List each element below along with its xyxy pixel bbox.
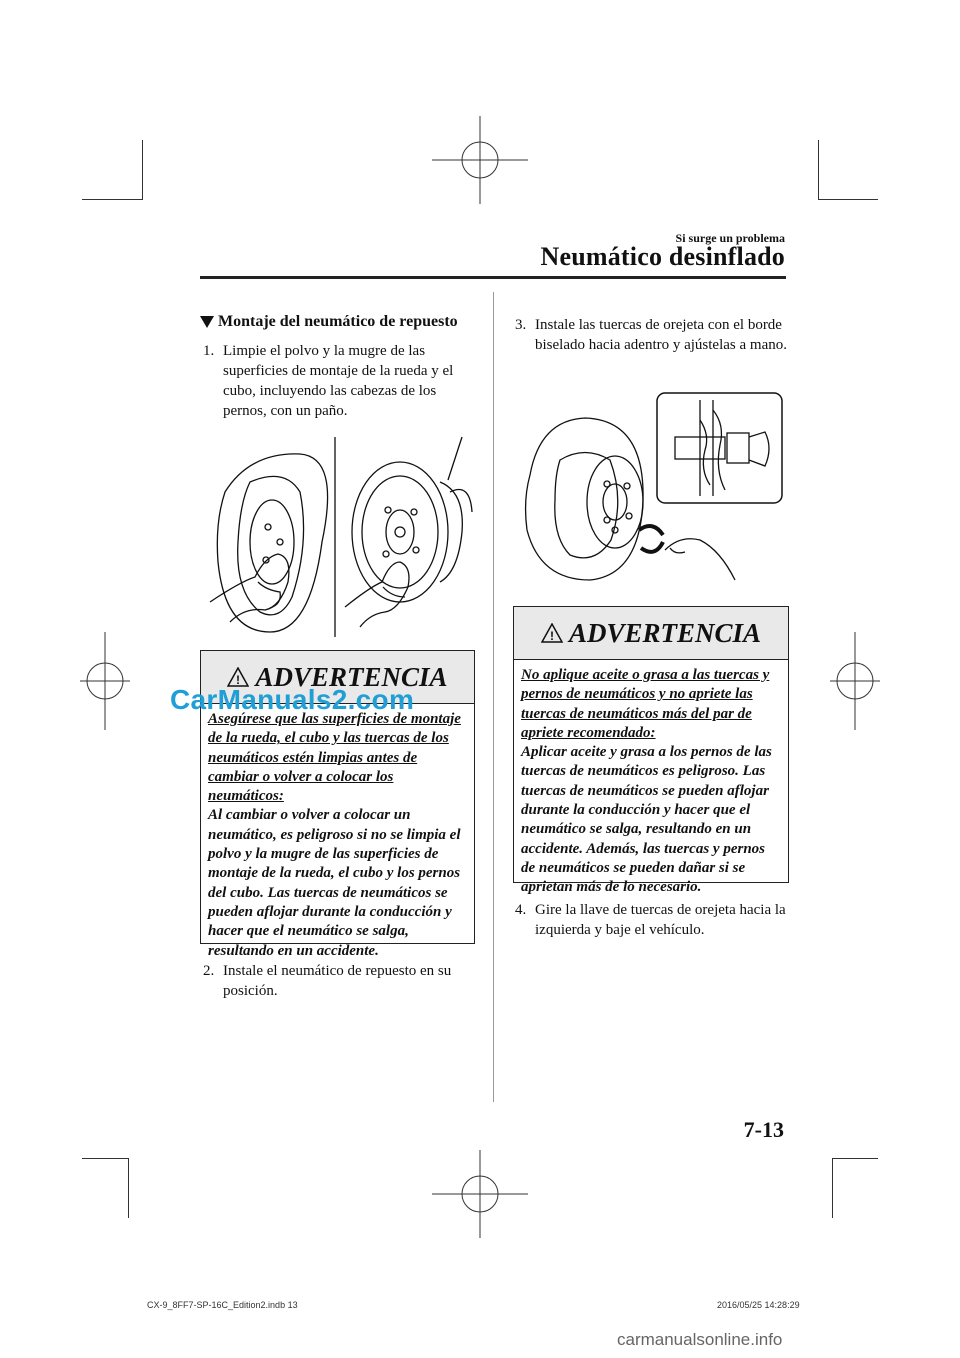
page-number: 7-13 (743, 1117, 784, 1142)
step-4 (515, 900, 787, 940)
warning-text (201, 704, 474, 961)
footer-timestamp: 2016/05/25 14:28:29 (717, 1300, 800, 1310)
step-2 (203, 961, 473, 1001)
step-3 (515, 315, 787, 355)
step-1 (203, 341, 473, 421)
watermark-bottom: carmanualsonline.info (617, 1330, 783, 1349)
step-text: Gire la llave de tuercas de orejeta hacia la izquierda y baje el vehículo. (535, 902, 786, 938)
step-text: Limpie el polvo y la mugre de las superficies de montaje de la rueda y el cubo, incluyendo las cabezas de los pernos, con un paño. (223, 343, 454, 419)
warning-detail: Aplicar aceite y grasa a los pernos de las tuercas de neumáticos es peligroso. Las tuercas de neumáticos se pueden aflojar durante la conducción y hacer que el neumático se salga, resultando en un accidente. Además, las tuercas y pernos de neumáticos se pueden dañar si se aprietan más de lo necesario. (521, 744, 772, 896)
warning-detail: Al cambiar o volver a colocar un neumático, es peligroso si no se limpia el polvo y la mugre de las superficies de montaje de la rueda, el cubo y los pernos del cubo. Las tuercas de neumáticos se pueden aflojar durante la conducción y hacer que el neumático se salga, resultando en un accidente. (208, 807, 461, 959)
warning-triangle-icon (541, 623, 563, 643)
warning-title: ADVERTENCIA (568, 617, 762, 648)
header-rule (200, 276, 786, 279)
step-number: 4. (515, 902, 527, 918)
lug-nut-illustration (515, 390, 790, 590)
svg-text:!: ! (236, 673, 241, 687)
step-number: 3. (515, 317, 527, 333)
watermark-blue: CarManuals2.com (170, 684, 415, 715)
cleaning-illustration (200, 432, 475, 640)
step-text: Instale las tuercas de orejeta con el borde biselado hacia adentro y ajústelas a mano. (535, 317, 787, 353)
step-number: 1. (203, 343, 215, 359)
header-section: Si surge un problema (675, 231, 785, 245)
page-title: Neumático desinflado (540, 242, 785, 271)
column-divider (493, 292, 494, 1102)
footer-filename: CX-9_8FF7-SP-16C_Edition2.indb 13 (147, 1300, 298, 1310)
warning-header (514, 607, 788, 660)
warning-summary: Asegúrese que las superficies de montaje de la rueda, el cubo y las tuercas de los neumáticos estén limpias antes de cambiar o volver a colocar los neumáticos: (208, 711, 461, 805)
step-text: Instale el neumático de repuesto en su posición. (223, 963, 452, 999)
triangle-bullet-icon (200, 316, 214, 328)
step-number: 2. (203, 963, 215, 979)
section-title (200, 313, 458, 331)
section-title-text: Montaje del neumático de repuesto (218, 313, 458, 330)
svg-text:!: ! (549, 629, 554, 643)
warning-text (514, 660, 788, 898)
warning-title: ADVERTENCIA (255, 661, 448, 692)
warning-box-2 (513, 606, 789, 896)
warning-summary: No aplique aceite o grasa a las tuercas y pernos de neumáticos y no apriete las tuercas de neumáticos más del par de apriete recomendado: (521, 667, 770, 741)
